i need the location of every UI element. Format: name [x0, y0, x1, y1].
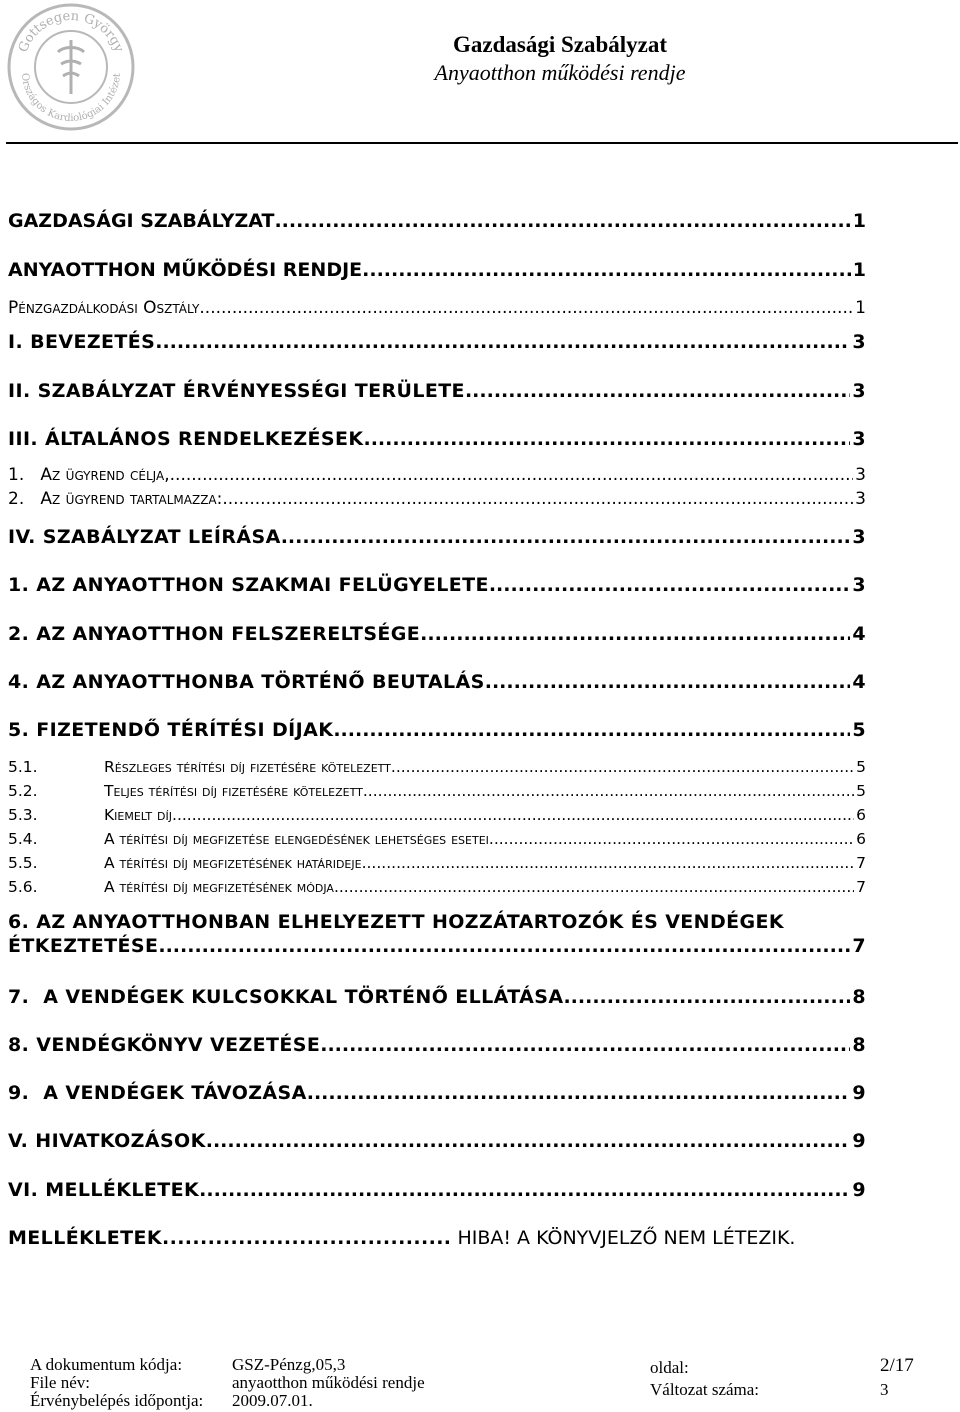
- svg-text:Gottsegen György: Gottsegen György: [15, 8, 127, 55]
- footer-doc-code-label: A dokumentum kódja:: [30, 1355, 183, 1374]
- toc-entry-page: 9: [852, 1082, 866, 1104]
- toc-entry[interactable]: [8, 1227, 795, 1249]
- toc-entry-title: 8. VENDÉGKÖNYV VEZETÉSE: [8, 1034, 321, 1056]
- toc-entry-title: I. BEVEZETÉS: [8, 331, 156, 353]
- toc-entry-title: 1. Az ügyrend célja,: [8, 465, 170, 485]
- toc-entry-number: 5.4.: [8, 830, 38, 848]
- toc-entry-title: 4. AZ ANYAOTTHONBA TÖRTÉNŐ BEUTALÁS: [8, 671, 485, 693]
- toc-entry-title: 2. Az ügyrend tartalmazza:: [8, 489, 223, 509]
- toc-entry-page: 7: [856, 878, 866, 896]
- toc-entry-page: 3: [852, 574, 866, 596]
- toc-entry-number: 5.2.: [8, 782, 38, 800]
- toc-entry[interactable]: [8, 719, 866, 741]
- footer-file-value: anyaotthon működési rendje: [232, 1373, 425, 1392]
- toc-entry[interactable]: [8, 1130, 866, 1152]
- toc-entry-title: VI. MELLÉKLETEK: [8, 1179, 200, 1201]
- toc-entry-page: 5: [856, 782, 866, 800]
- toc-entry-title: III. ÁLTALÁNOS RENDELKEZÉSEK: [8, 428, 364, 450]
- toc-entry[interactable]: [8, 489, 866, 509]
- toc-entry[interactable]: [8, 210, 866, 232]
- toc-entry-title: ANYAOTTHON MŰKÖDÉSI RENDJE: [8, 259, 363, 281]
- toc-entry-page: 5: [856, 758, 866, 776]
- toc-entry-page: 1: [852, 259, 866, 281]
- toc-entry-page: 3: [852, 380, 866, 402]
- toc-entry[interactable]: [8, 465, 866, 485]
- toc-entry-title: MELLÉKLETEK: [8, 1227, 162, 1249]
- footer-doc-code-value: GSZ-Pénzg,05,3: [232, 1355, 346, 1374]
- toc-entry-page: 5: [852, 719, 866, 741]
- toc-entry-page: 6: [856, 806, 866, 824]
- toc-entry-page: 7: [856, 854, 866, 872]
- toc-entry-title: Pénzgazdálkodási Osztály: [8, 298, 200, 318]
- svg-text:Országos Kardiológiai Intézet: Országos Kardiológiai Intézet: [18, 72, 124, 125]
- toc-entry[interactable]: [8, 428, 866, 450]
- toc-entry-title: Teljes térítési díj fizetésére kötelezett: [104, 782, 363, 800]
- toc-entry-title: GAZDASÁGI SZABÁLYZAT: [8, 210, 275, 232]
- toc-entry-leader: ......................................: [161, 1227, 452, 1249]
- toc-entry-page: 9: [852, 1179, 866, 1201]
- toc-entry[interactable]: [8, 1179, 866, 1201]
- toc-entry-title: V. HIVATKOZÁSOK: [8, 1130, 206, 1152]
- footer-effective-label: Érvénybelépés időpontja:: [30, 1391, 204, 1410]
- toc-entry-title: Részleges térítési díj fizetésére kötelezett: [104, 758, 391, 776]
- toc-entry[interactable]: [8, 758, 866, 776]
- institute-seal-logo: [6, 2, 136, 132]
- toc-entry[interactable]: [8, 259, 866, 281]
- header-divider: [6, 142, 958, 144]
- toc-bookmark-error: HIBA! A KÖNYVJELZŐ NEM LÉTEZIK.: [451, 1227, 796, 1249]
- toc-entry[interactable]: [8, 911, 866, 955]
- toc-entry[interactable]: [8, 1034, 866, 1056]
- toc-entry-title: A térítési díj megfizetésének módja: [104, 878, 334, 896]
- toc-entry[interactable]: [8, 623, 866, 645]
- header-title: Gazdasági Szabályzat: [452, 32, 668, 57]
- footer-effective-value: 2009.07.01.: [232, 1391, 313, 1410]
- toc-entry[interactable]: [8, 1082, 866, 1104]
- toc-entry-title: 1. AZ ANYAOTTHON SZAKMAI FELÜGYELETE: [8, 574, 489, 596]
- toc-entry-page: 8: [852, 986, 866, 1008]
- toc-entry[interactable]: [8, 671, 866, 693]
- toc-entry-page: 1: [852, 210, 866, 232]
- toc-entry-page: 3: [852, 526, 866, 548]
- toc-entry-page: 3: [855, 489, 866, 509]
- toc-entry-page: 3: [855, 465, 866, 485]
- toc-entry-page: 9: [852, 1130, 866, 1152]
- toc-entry-page: 4: [852, 671, 866, 693]
- toc-entry[interactable]: [8, 854, 866, 872]
- toc-entry[interactable]: [8, 380, 866, 402]
- toc-entry-number: 5.5.: [8, 854, 38, 872]
- footer-version-value: 3: [880, 1380, 889, 1399]
- toc-entry-title: II. SZABÁLYZAT ÉRVÉNYESSÉGI TERÜLETE: [8, 380, 465, 402]
- toc-entry-title-cont: ÉTKEZTETÉSE: [8, 935, 159, 957]
- footer-page-label: oldal:: [650, 1358, 689, 1377]
- header-subtitle: Anyaotthon működési rendje: [434, 60, 686, 85]
- toc-entry-page: 6: [856, 830, 866, 848]
- toc-entry-title: IV. SZABÁLYZAT LEÍRÁSA: [8, 526, 281, 548]
- toc-entry[interactable]: [8, 331, 866, 353]
- toc-entry[interactable]: [8, 298, 866, 318]
- toc-entry-page: 8: [852, 1034, 866, 1056]
- toc-entry[interactable]: [8, 782, 866, 800]
- toc-entry[interactable]: [8, 574, 866, 596]
- toc-entry[interactable]: [8, 526, 866, 548]
- toc-entry[interactable]: [8, 830, 866, 848]
- toc-entry-line2: [8, 935, 866, 957]
- toc-entry-title: Kiemelt díj: [104, 806, 173, 824]
- toc-entry-page: 7: [852, 935, 866, 957]
- toc-entry-number: 5.6.: [8, 878, 38, 896]
- toc-entry-page: 1: [855, 298, 866, 318]
- toc-entry-page: 3: [852, 428, 866, 450]
- toc-entry-page: 4: [852, 623, 866, 645]
- toc-entry-title: A térítési díj megfizetésének határideje: [104, 854, 362, 872]
- footer-page-value: 2/17: [880, 1355, 914, 1376]
- toc-entry-title: A térítési díj megfizetése elengedésének lehetséges esetei: [104, 830, 489, 848]
- toc-entry[interactable]: [8, 806, 866, 824]
- toc-entry-number: 5.3.: [8, 806, 38, 824]
- toc-entry[interactable]: [8, 878, 866, 896]
- footer-file-label: File név:: [30, 1373, 90, 1392]
- toc-entry[interactable]: [8, 986, 866, 1008]
- toc-entry-title: 6. AZ ANYAOTTHONBAN ELHELYEZETT HOZZÁTARTOZÓK ÉS VENDÉGEK: [8, 911, 785, 933]
- toc-entry-title: 9. A VENDÉGEK TÁVOZÁSA: [8, 1082, 307, 1104]
- toc-entry-title: 7. A VENDÉGEK KULCSOKKAL TÖRTÉNŐ ELLÁTÁSA: [8, 986, 564, 1008]
- toc-entry-title: 5. FIZETENDŐ TÉRÍTÉSI DÍJAK: [8, 719, 334, 741]
- toc-entry-page: 3: [852, 331, 866, 353]
- toc-entry-number: 5.1.: [8, 758, 38, 776]
- toc-entry-title: 2. AZ ANYAOTTHON FELSZERELTSÉGE: [8, 623, 421, 645]
- footer-version-label: Változat száma:: [650, 1380, 760, 1399]
